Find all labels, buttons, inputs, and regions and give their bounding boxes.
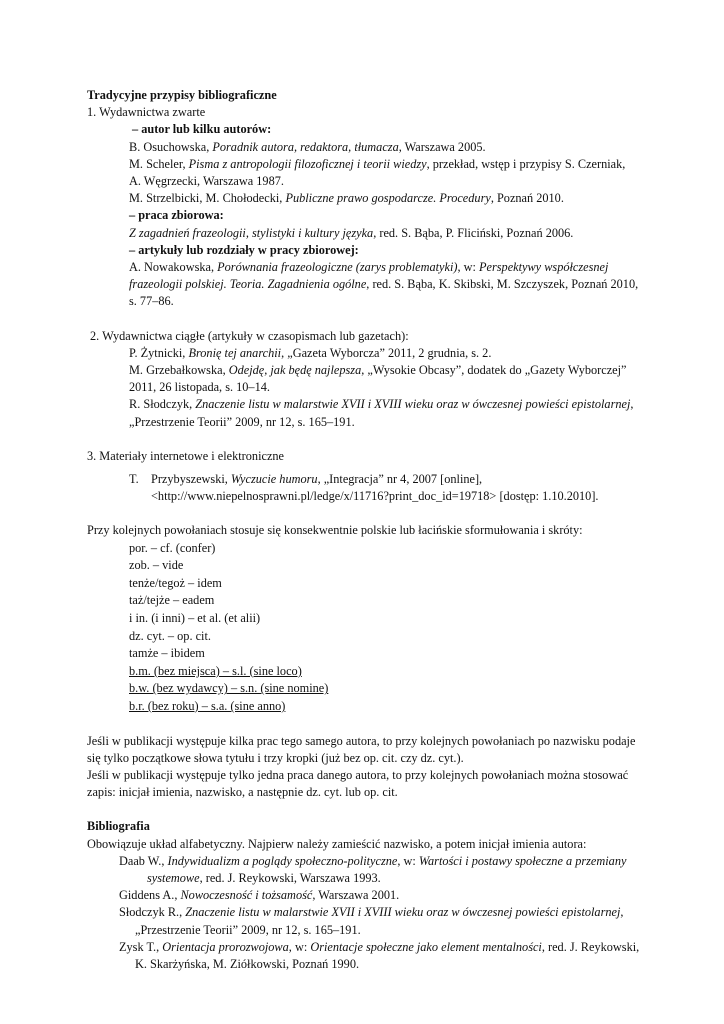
abbreviation-item: i in. (i inni) – et al. (et alii) [129, 611, 261, 626]
section-1-heading: 1. Wydawnictwa zwarte [87, 105, 206, 120]
bib-entry-continued: „Przestrzenie Teorii” 2009, nr 12, s. 165–191. [129, 414, 355, 429]
abbreviation-item: tenże/tegoż – idem [129, 575, 222, 590]
abbreviation-item: taż/tejże – eadem [129, 593, 215, 608]
abbreviation-item: por. – cf. (confer) [129, 540, 216, 555]
bib-entry-continued: 2011, 26 listopada, s. 10–14. [129, 380, 270, 395]
note-paragraph-continued: zapis: inicjał imienia, nazwisko, a następnie dz. cyt. lub op. cit. [87, 785, 398, 800]
bib-entry: A. Nowakowska, Porównania frazeologiczne (zarys problematyki), w: Perspektywy współczesnej [129, 260, 609, 275]
document-title: Tradycyjne przypisy bibliograficzne [87, 88, 277, 102]
section-2-heading: 2. Wydawnictwa ciągłe (artykuły w czasopismach lub gazetach): [90, 328, 409, 343]
bibliography-heading: Bibliografia [87, 819, 150, 834]
list-marker: T. [129, 472, 139, 487]
bib-entry-continued: frazeologii polskiej. Teoria. Zagadnienia ogólne, red. S. Bąba, K. Skibski, M. Szczyszek, Poznań 2010, [129, 277, 639, 292]
bib-entry-continued: „Przestrzenie Teorii” 2009, nr 12, s. 165–191. [135, 922, 361, 937]
abbreviation-item: b.w. (bez wydawcy) – s.n. (sine nomine) [129, 681, 329, 696]
abbreviation-item: tamże – ibidem [129, 646, 205, 661]
subsection-chapters-label: – artykuły lub rozdziały w pracy zbiorowej: [129, 242, 359, 257]
abbreviation-item: dz. cyt. – op. cit. [129, 628, 211, 643]
bib-entry: Słodczyk R., Znaczenie listu w malarstwie XVII i XVIII wieku oraz w ówczesnej powieści epistolarnej, [119, 905, 624, 920]
bib-entry: M. Grzebałkowska, Odejdę, jak będę najlepsza, „Wysokie Obcasy”, dodatek do „Gazety Wyborczej” [129, 363, 627, 378]
bib-entry: M. Scheler, Pisma z antropologii filozoficznej i teorii wiedzy, przekład, wstęp i przypisy S. Czerniak, [129, 156, 626, 171]
bib-entry-continued: systemowe, red. J. Reykowski, Warszawa 1993. [147, 871, 381, 886]
bib-entry: Zysk T., Orientacja prorozwojowa, w: Orientacje społeczne jako element mentalności, red. J. Reykowski, [119, 939, 640, 954]
abbreviation-item: b.m. (bez miejsca) – s.l. (sine loco) [129, 663, 302, 678]
bib-entry-continued: s. 77–86. [129, 294, 174, 309]
bib-entry: Giddens A., Nowoczesność i tożsamość, Warszawa 2001. [119, 888, 400, 903]
note-paragraph: Jeśli w publikacji występuje kilka prac tego samego autora, to przy kolejnych powołaniach po nazwisku podaje [87, 733, 636, 748]
url-text: <http://www.niepelnosprawni.pl/ledge/x/11716?print_doc_id=19718> [151, 489, 497, 504]
bib-entry: P. Żytnicki, Bronię tej anarchii, „Gazeta Wyborcza” 2011, 2 grudnia, s. 2. [129, 345, 492, 360]
bib-entry: M. Strzelbicki, M. Chołodecki, Publiczne prawo gospodarcze. Procedury, Poznań 2010. [129, 191, 564, 206]
bibliography-intro: Obowiązuje układ alfabetyczny. Najpierw należy zamieścić nazwisko, a potem inicjał imienia autora: [87, 836, 587, 851]
section-3-heading: 3. Materiały internetowe i elektroniczne [87, 448, 285, 463]
abbreviation-item: zob. – vide [129, 558, 184, 573]
note-paragraph-continued: się tylko początkowe słowa tytułu i trzy kropki (już bez op. cit. czy dz. cyt.). [87, 750, 464, 765]
bib-entry: B. Osuchowska, Poradnik autora, redaktora, tłumacza, Warszawa 2005. [129, 139, 486, 154]
bib-entry: Z zagadnień frazeologii, stylistyki i kultury języka, red. S. Bąba, P. Fliciński, Poznań 2006. [129, 225, 574, 240]
bib-entry: Daab W., Indywidualizm a poglądy społeczno-polityczne, w: Wartości i postawy społeczne a przemiany [119, 853, 627, 868]
bib-entry-continued: K. Skarżyńska, M. Ziółkowski, Poznań 1990. [135, 957, 360, 972]
bib-entry-continued: <http://www.niepelnosprawni.pl/ledge/x/11716?print_doc_id=19718> [dostęp: 1.10.2010]. [151, 489, 599, 504]
bib-entry: T. Przybyszewski, Wyczucie humoru, „Integracja” nr 4, 2007 [online], [87, 471, 647, 488]
note-paragraph: Jeśli w publikacji występuje tylko jedna praca danego autora, to przy kolejnych powołaniach można stosować [87, 768, 629, 783]
abbreviations-list [87, 540, 647, 716]
abbreviations-intro: Przy kolejnych powołaniach stosuje się konsekwentnie polskie lub łacińskie sformułowania i skróty: [87, 523, 583, 538]
abbreviation-item: b.r. (bez roku) – s.a. (sine anno) [129, 699, 286, 714]
subsection-authors-label: – autor lub kilku autorów: [132, 122, 272, 137]
bib-entry: R. Słodczyk, Znaczenie listu w malarstwie XVII i XVIII wieku oraz w ówczesnej powieści epistolarnej, [129, 397, 634, 412]
document-page [87, 87, 647, 973]
subsection-collective-label: – praca zbiorowa: [129, 208, 224, 223]
bib-entry-continued: A. Węgrzecki, Warszawa 1987. [129, 174, 284, 189]
